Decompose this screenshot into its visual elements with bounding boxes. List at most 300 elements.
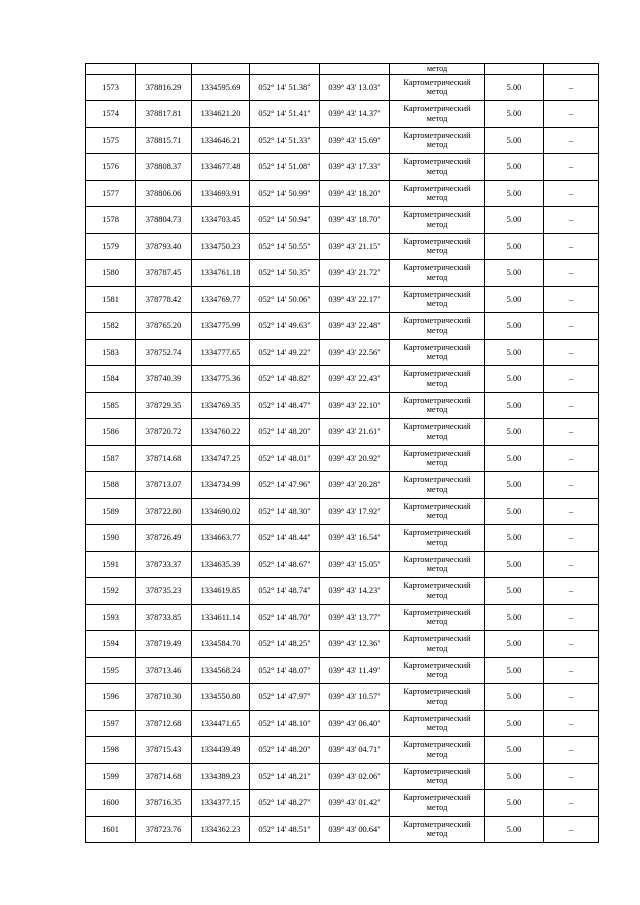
table-row xyxy=(86,790,599,817)
cell-num: 1593 xyxy=(86,604,136,631)
cell-method xyxy=(390,551,485,578)
cell-note: – xyxy=(544,419,599,446)
cell-accuracy: 5.00 xyxy=(485,392,544,419)
cell-method xyxy=(390,366,485,393)
cell-lat: 052° 14' 50.99" xyxy=(250,180,320,207)
cell-lat: 052° 14' 48.67" xyxy=(250,551,320,578)
cell-method xyxy=(390,74,485,101)
cell-accuracy: 5.00 xyxy=(485,604,544,631)
cell-lat: 052° 14' 51.08" xyxy=(250,154,320,181)
cell-lon: 039° 43' 06.40" xyxy=(320,710,390,737)
cell-lat: 052° 14' 48.74" xyxy=(250,578,320,605)
cell-y: 1334568.24 xyxy=(192,657,250,684)
cell-lon: 039° 43' 01.42" xyxy=(320,790,390,817)
cell-method xyxy=(390,790,485,817)
cell-num: 1596 xyxy=(86,684,136,711)
cell-num: 1581 xyxy=(86,286,136,313)
method-line-1: Картометрический xyxy=(403,554,471,564)
cell-lon: 039° 43' 10.57" xyxy=(320,684,390,711)
cell-note xyxy=(544,64,599,75)
cell-x: 378752.74 xyxy=(136,339,192,366)
table-row xyxy=(86,631,599,658)
cell-lon: 039° 43' 18.20" xyxy=(320,180,390,207)
cell-x: 378714.68 xyxy=(136,445,192,472)
cell-accuracy: 5.00 xyxy=(485,578,544,605)
cell-x: 378729.35 xyxy=(136,392,192,419)
method-line-2: метод xyxy=(426,458,448,468)
method-line-1: Картометрический xyxy=(403,263,471,273)
cell-method xyxy=(390,763,485,790)
cell-lat: 052° 14' 48.82" xyxy=(250,366,320,393)
cell-y: 1334377.15 xyxy=(192,790,250,817)
table-row xyxy=(86,816,599,843)
method-line-1: Картометрический xyxy=(403,475,471,485)
cell-lon: 039° 43' 14.23" xyxy=(320,578,390,605)
table-row xyxy=(86,763,599,790)
cell-lat: 052° 14' 50.94" xyxy=(250,207,320,234)
method-line-2: метод xyxy=(426,802,448,812)
cell-note: – xyxy=(544,657,599,684)
cell-lon: 039° 43' 17.33" xyxy=(320,154,390,181)
cell-accuracy: 5.00 xyxy=(485,260,544,287)
table-body xyxy=(86,64,599,843)
cell-num: 1578 xyxy=(86,207,136,234)
cell-num: 1574 xyxy=(86,101,136,128)
cell-lat: 052° 14' 50.06" xyxy=(250,286,320,313)
cell-lat: 052° 14' 48.47" xyxy=(250,392,320,419)
table-row xyxy=(86,101,599,128)
method-line-1: Картометрический xyxy=(403,422,471,432)
method-line-1: Картометрический xyxy=(403,713,471,723)
cell-accuracy: 5.00 xyxy=(485,631,544,658)
cell-y: 1334769.35 xyxy=(192,392,250,419)
cell-note: – xyxy=(544,525,599,552)
cell-note: – xyxy=(544,498,599,525)
cell-y: 1334677.48 xyxy=(192,154,250,181)
cell-method xyxy=(390,472,485,499)
cell-x: 378713.07 xyxy=(136,472,192,499)
cell-lon xyxy=(320,64,390,75)
cell-lat: 052° 14' 48.21" xyxy=(250,763,320,790)
cell-note: – xyxy=(544,260,599,287)
cell-y: 1334389.23 xyxy=(192,763,250,790)
method-line-2: метод xyxy=(426,723,448,733)
cell-lat: 052° 14' 48.20" xyxy=(250,737,320,764)
method-line-1: Картометрический xyxy=(403,369,471,379)
cell-lat: 052° 14' 48.20" xyxy=(250,419,320,446)
cell-x: 378765.20 xyxy=(136,313,192,340)
method-line-1: Картометрический xyxy=(403,236,471,246)
cell-x: 378715.43 xyxy=(136,737,192,764)
cell-method xyxy=(390,207,485,234)
cell-accuracy: 5.00 xyxy=(485,498,544,525)
method-line-2: метод xyxy=(426,696,448,706)
cell-note: – xyxy=(544,737,599,764)
table-row xyxy=(86,366,599,393)
cell-accuracy: 5.00 xyxy=(485,551,544,578)
cell-num: 1592 xyxy=(86,578,136,605)
cell-accuracy: 5.00 xyxy=(485,472,544,499)
cell-method xyxy=(390,260,485,287)
method-line-2: метод xyxy=(426,511,448,521)
cell-y: 1334646.21 xyxy=(192,127,250,154)
cell-num: 1594 xyxy=(86,631,136,658)
cell-accuracy: 5.00 xyxy=(485,339,544,366)
method-line-2: метод xyxy=(426,272,448,282)
table-row xyxy=(86,657,599,684)
table-row xyxy=(86,207,599,234)
cell-method xyxy=(390,525,485,552)
cell-lon: 039° 43' 02.06" xyxy=(320,763,390,790)
cell-lon: 039° 43' 13.03" xyxy=(320,74,390,101)
cell-y: 1334693.91 xyxy=(192,180,250,207)
cell-lat: 052° 14' 48.70" xyxy=(250,604,320,631)
cell-note: – xyxy=(544,790,599,817)
continued-row xyxy=(86,64,599,75)
cell-x xyxy=(136,64,192,75)
cell-lon: 039° 43' 16.54" xyxy=(320,525,390,552)
cell-method xyxy=(390,286,485,313)
cell-accuracy: 5.00 xyxy=(485,207,544,234)
cell-note: – xyxy=(544,339,599,366)
table-row xyxy=(86,737,599,764)
cell-y: 1334439.49 xyxy=(192,737,250,764)
cell-num: 1590 xyxy=(86,525,136,552)
cell-y: 1334595.69 xyxy=(192,74,250,101)
method-line-2: метод xyxy=(426,749,448,759)
cell-accuracy: 5.00 xyxy=(485,657,544,684)
cell-num: 1573 xyxy=(86,74,136,101)
cell-lat: 052° 14' 48.10" xyxy=(250,710,320,737)
cell-y: 1334777.65 xyxy=(192,339,250,366)
cell-accuracy: 5.00 xyxy=(485,74,544,101)
table-row xyxy=(86,180,599,207)
method-line-2: метод xyxy=(426,776,448,786)
cell-y: 1334760.22 xyxy=(192,419,250,446)
cell-method xyxy=(390,816,485,843)
cell-lat: 052° 14' 48.44" xyxy=(250,525,320,552)
cell-y: 1334775.99 xyxy=(192,313,250,340)
cell-lon: 039° 43' 18.70" xyxy=(320,207,390,234)
cell-x: 378815.71 xyxy=(136,127,192,154)
table-row xyxy=(86,313,599,340)
method-line-2: метод xyxy=(426,219,448,229)
cell-x: 378787.45 xyxy=(136,260,192,287)
cell-note: – xyxy=(544,816,599,843)
cell-accuracy: 5.00 xyxy=(485,737,544,764)
table-row xyxy=(86,392,599,419)
method-line-2: метод xyxy=(426,325,448,335)
method-line-2: метод xyxy=(426,564,448,574)
coordinates-table xyxy=(85,63,599,843)
table-row xyxy=(86,472,599,499)
cell-accuracy: 5.00 xyxy=(485,101,544,128)
cell-lon: 039° 43' 20.28" xyxy=(320,472,390,499)
cell-num: 1576 xyxy=(86,154,136,181)
cell-x: 378808.37 xyxy=(136,154,192,181)
cell-lon: 039° 43' 04.71" xyxy=(320,737,390,764)
cell-method xyxy=(390,127,485,154)
table-row xyxy=(86,578,599,605)
cell-accuracy: 5.00 xyxy=(485,790,544,817)
method-line-2: метод xyxy=(426,87,448,97)
cell-lon: 039° 43' 21.72" xyxy=(320,260,390,287)
cell-x: 378723.76 xyxy=(136,816,192,843)
cell-x: 378720.72 xyxy=(136,419,192,446)
method-line-2: метод xyxy=(426,166,448,176)
cell-lat: 052° 14' 51.33" xyxy=(250,127,320,154)
cell-note: – xyxy=(544,180,599,207)
cell-x: 378710.30 xyxy=(136,684,192,711)
cell-x: 378817.81 xyxy=(136,101,192,128)
cell-x: 378713.46 xyxy=(136,657,192,684)
cell-num: 1591 xyxy=(86,551,136,578)
cell-accuracy: 5.00 xyxy=(485,127,544,154)
cell-lon: 039° 43' 21.61" xyxy=(320,419,390,446)
cell-accuracy xyxy=(485,64,544,75)
cell-accuracy: 5.00 xyxy=(485,286,544,313)
table-row xyxy=(86,154,599,181)
cell-method xyxy=(390,339,485,366)
cell-note: – xyxy=(544,207,599,234)
method-line-2: метод xyxy=(426,193,448,203)
table-row xyxy=(86,604,599,631)
cell-x: 378733.85 xyxy=(136,604,192,631)
cell-y: 1334584.70 xyxy=(192,631,250,658)
cell-x: 378816.29 xyxy=(136,74,192,101)
table-row xyxy=(86,525,599,552)
method-line-1: Картометрический xyxy=(403,448,471,458)
method-line-1: Картометрический xyxy=(403,687,471,697)
method-line-1: Картометрический xyxy=(403,607,471,617)
cell-note: – xyxy=(544,445,599,472)
method-line-2: метод xyxy=(426,352,448,362)
method-line-1: Картометрический xyxy=(403,766,471,776)
method-line-1: Картометрический xyxy=(403,660,471,670)
cell-method xyxy=(390,154,485,181)
cell-y: 1334734.99 xyxy=(192,472,250,499)
cell-x: 378714.68 xyxy=(136,763,192,790)
cell-x: 378806.06 xyxy=(136,180,192,207)
cell-accuracy: 5.00 xyxy=(485,366,544,393)
cell-y: 1334471.65 xyxy=(192,710,250,737)
method-line-1: Картометрический xyxy=(403,793,471,803)
cell-lat: 052° 14' 51.38" xyxy=(250,74,320,101)
cell-accuracy: 5.00 xyxy=(485,710,544,737)
cell-y: 1334621.20 xyxy=(192,101,250,128)
cell-y: 1334769.77 xyxy=(192,286,250,313)
cell-lon: 039° 43' 21.15" xyxy=(320,233,390,260)
cell-lon: 039° 43' 11.49" xyxy=(320,657,390,684)
cell-lon: 039° 43' 14.37" xyxy=(320,101,390,128)
cell-lat: 052° 14' 49.63" xyxy=(250,313,320,340)
cell-method xyxy=(390,631,485,658)
cell-lat: 052° 14' 50.55" xyxy=(250,233,320,260)
cell-num: 1601 xyxy=(86,816,136,843)
cell-num: 1599 xyxy=(86,763,136,790)
table-row xyxy=(86,551,599,578)
method-line-1: Картометрический xyxy=(403,210,471,220)
cell-num: 1588 xyxy=(86,472,136,499)
cell-y: 1334775.36 xyxy=(192,366,250,393)
method-line-1: Картометрический xyxy=(403,289,471,299)
cell-num: 1575 xyxy=(86,127,136,154)
cell-note: – xyxy=(544,366,599,393)
cell-x: 378712.68 xyxy=(136,710,192,737)
cell-method xyxy=(390,233,485,260)
cell-lat: 052° 14' 48.27" xyxy=(250,790,320,817)
cell-method xyxy=(390,419,485,446)
cell-lat: 052° 14' 47.97" xyxy=(250,684,320,711)
cell-method xyxy=(390,657,485,684)
cell-lon: 039° 43' 13.77" xyxy=(320,604,390,631)
cell-x: 378804.73 xyxy=(136,207,192,234)
cell-lat: 052° 14' 48.07" xyxy=(250,657,320,684)
cell-y xyxy=(192,64,250,75)
cell-num: 1577 xyxy=(86,180,136,207)
cell-method xyxy=(390,180,485,207)
cell-y: 1334690.02 xyxy=(192,498,250,525)
cell-accuracy: 5.00 xyxy=(485,684,544,711)
table-row xyxy=(86,419,599,446)
cell-note: – xyxy=(544,154,599,181)
method-line-1: Картометрический xyxy=(403,501,471,511)
method-line-1: Картометрический xyxy=(403,316,471,326)
method-line-2: метод xyxy=(426,113,448,123)
cell-num: 1585 xyxy=(86,392,136,419)
cell-note: – xyxy=(544,233,599,260)
method-line-2: метод xyxy=(426,378,448,388)
method-line-2: метод xyxy=(426,140,448,150)
cell-note: – xyxy=(544,551,599,578)
cell-lon: 039° 43' 17.92" xyxy=(320,498,390,525)
cell-note: – xyxy=(544,684,599,711)
method-line-2: метод xyxy=(426,484,448,494)
cell-lat: 052° 14' 50.35" xyxy=(250,260,320,287)
cell-method xyxy=(390,684,485,711)
cell-note: – xyxy=(544,313,599,340)
cell-note: – xyxy=(544,604,599,631)
method-line-2: метод xyxy=(426,590,448,600)
table-row xyxy=(86,74,599,101)
cell-num: 1582 xyxy=(86,313,136,340)
method-line-1: Картометрический xyxy=(403,342,471,352)
cell-lon: 039° 43' 22.10" xyxy=(320,392,390,419)
cell-lat xyxy=(250,64,320,75)
cell-num: 1595 xyxy=(86,657,136,684)
cell-note: – xyxy=(544,631,599,658)
cell-method xyxy=(390,604,485,631)
method-line-2: метод xyxy=(426,829,448,839)
cell-lon: 039° 43' 22.48" xyxy=(320,313,390,340)
method-line-2: метод xyxy=(426,670,448,680)
cell-lon: 039° 43' 15.05" xyxy=(320,551,390,578)
cell-x: 378716.35 xyxy=(136,790,192,817)
cell-y: 1334750.23 xyxy=(192,233,250,260)
method-line-1: Картометрический xyxy=(403,528,471,538)
method-line-1: Картометрический xyxy=(403,819,471,829)
cell-note: – xyxy=(544,472,599,499)
cell-num: 1583 xyxy=(86,339,136,366)
cell-accuracy: 5.00 xyxy=(485,525,544,552)
cell-accuracy: 5.00 xyxy=(485,154,544,181)
table-row xyxy=(86,127,599,154)
table-row xyxy=(86,710,599,737)
cell-x: 378740.39 xyxy=(136,366,192,393)
method-line-2: метод xyxy=(426,246,448,256)
cell-method xyxy=(390,313,485,340)
cell-note: – xyxy=(544,710,599,737)
cell-num: 1597 xyxy=(86,710,136,737)
cell-method xyxy=(390,445,485,472)
cell-y: 1334703.45 xyxy=(192,207,250,234)
cell-num: 1580 xyxy=(86,260,136,287)
table-row xyxy=(86,339,599,366)
cell-lon: 039° 43' 22.17" xyxy=(320,286,390,313)
cell-lon: 039° 43' 15.69" xyxy=(320,127,390,154)
cell-y: 1334611.14 xyxy=(192,604,250,631)
cell-note: – xyxy=(544,763,599,790)
method-line-1: Картометрический xyxy=(403,581,471,591)
table-row xyxy=(86,286,599,313)
cell-note: – xyxy=(544,286,599,313)
method-line-2: метод xyxy=(426,643,448,653)
cell-lon: 039° 43' 20.92" xyxy=(320,445,390,472)
method-line-1: Картометрический xyxy=(403,104,471,114)
cell-lat: 052° 14' 48.01" xyxy=(250,445,320,472)
cell-note: – xyxy=(544,127,599,154)
method-line-2: метод xyxy=(426,299,448,309)
cell-x: 378793.40 xyxy=(136,233,192,260)
cell-y: 1334663.77 xyxy=(192,525,250,552)
cell-num xyxy=(86,64,136,75)
method-line-1: Картометрический xyxy=(403,395,471,405)
cell-method: метод xyxy=(390,64,485,75)
cell-num: 1579 xyxy=(86,233,136,260)
cell-x: 378722.80 xyxy=(136,498,192,525)
cell-x: 378735.23 xyxy=(136,578,192,605)
cell-lon: 039° 43' 22.56" xyxy=(320,339,390,366)
table-row xyxy=(86,684,599,711)
cell-note: – xyxy=(544,101,599,128)
cell-lon: 039° 43' 12.36" xyxy=(320,631,390,658)
method-line-2: метод xyxy=(426,405,448,415)
table-row xyxy=(86,498,599,525)
method-line-1: Картометрический xyxy=(403,130,471,140)
cell-method xyxy=(390,392,485,419)
cell-method xyxy=(390,710,485,737)
method-line-1: Картометрический xyxy=(403,183,471,193)
cell-lat: 052° 14' 48.51" xyxy=(250,816,320,843)
cell-accuracy: 5.00 xyxy=(485,233,544,260)
cell-method xyxy=(390,578,485,605)
cell-lat: 052° 14' 48.30" xyxy=(250,498,320,525)
cell-lon: 039° 43' 22.43" xyxy=(320,366,390,393)
cell-y: 1334635.39 xyxy=(192,551,250,578)
table-row xyxy=(86,445,599,472)
method-line-2: метод xyxy=(426,537,448,547)
cell-accuracy: 5.00 xyxy=(485,763,544,790)
method-line-2: метод xyxy=(426,431,448,441)
method-line-2: метод xyxy=(426,617,448,627)
table-row xyxy=(86,260,599,287)
cell-lat: 052° 14' 47.96" xyxy=(250,472,320,499)
cell-num: 1587 xyxy=(86,445,136,472)
method-line-1: Картометрический xyxy=(403,77,471,87)
cell-x: 378778.42 xyxy=(136,286,192,313)
cell-y: 1334362.23 xyxy=(192,816,250,843)
method-line-1: Картометрический xyxy=(403,634,471,644)
